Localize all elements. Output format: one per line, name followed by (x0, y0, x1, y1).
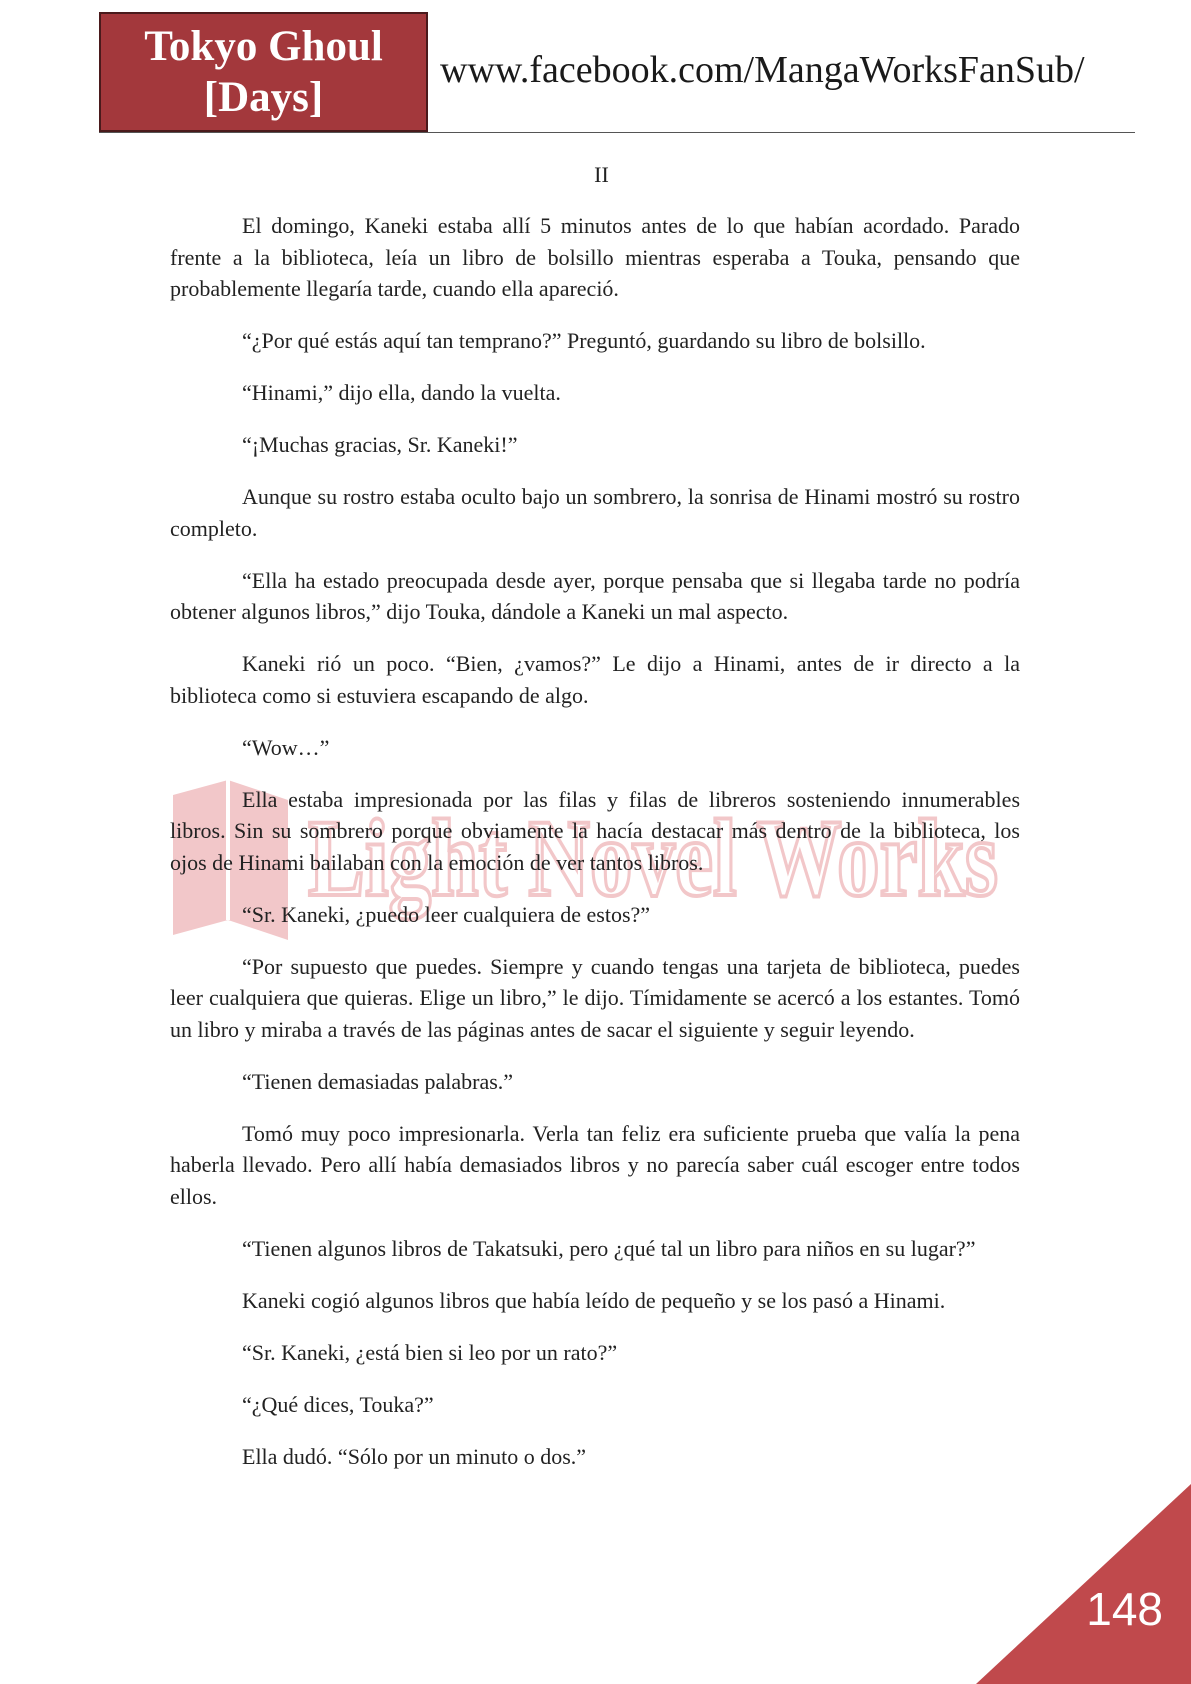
paragraph: Kaneki cogió algunos libros que había leído de pequeño y se los pasó a Hinami. (242, 1287, 946, 1313)
paragraph: Aunque su rostro estaba oculto bajo un sombrero, la sonrisa de Hinami mostró su rostro completo. (170, 484, 1020, 541)
paragraph: “Tienen algunos libros de Takatsuki, pero ¿qué tal un libro para niños en su lugar?” (242, 1235, 976, 1261)
paragraph: Ella estaba impresionada por las filas y filas de libreros sosteniendo innumerables libros. Sin su sombrero porque obviamente la hacía destacar más dentro de la biblioteca, los ojos de Hinami bailaban con la emoción de ver tantos libros. (170, 786, 1020, 875)
body-text (170, 210, 1020, 1493)
header-title-box (99, 12, 428, 132)
paragraph: “Por supuesto que puedes. Siempre y cuando tengas una tarjeta de biblioteca, puedes leer cualquiera que quieras. Elige un libro,” le dijo. Tímidamente se acercó a los estantes. Tomó un libro y miraba a través de las páginas antes de sacar el siguiente y seguir leyendo. (170, 953, 1020, 1042)
paragraph: El domingo, Kaneki estaba allí 5 minutos antes de lo que habían acordado. Parado frente a la biblioteca, leía un libro de bolsillo mientras esperaba a Touka, pensando que probablemente llegaría tarde, cuando ella apareció. (170, 213, 1020, 301)
paragraph: Tomó muy poco impresionarla. Verla tan feliz era suficiente prueba que valía la pena haberla llevado. Pero allí había demasiados libros y no parecía saber cuál escoger entre todos ellos. (170, 1120, 1020, 1209)
watermark-text: Light Novel Works (308, 797, 998, 919)
paragraph: “Sr. Kaneki, ¿está bien si leo por un rato?” (242, 1339, 618, 1365)
paragraph: “¡Muchas gracias, Sr. Kaneki!” (242, 432, 518, 457)
section-number: II (594, 162, 609, 187)
paragraph: Ella dudó. “Sólo por un minuto o dos.” (242, 1443, 587, 1469)
paragraph: “Ella ha estado preocupada desde ayer, porque pensaba que si llegaba tarde no podría obtener algunos libros,” dijo Touka, dándole a Kaneki un mal aspecto. (170, 567, 1020, 624)
paragraph: Kaneki rió un poco. “Bien, ¿vamos?” Le dijo a Hinami, antes de ir directo a la biblioteca como si estuviera escapando de algo. (170, 651, 1020, 708)
paragraph: “¿Por qué estás aquí tan temprano?” Preguntó, guardando su libro de bolsillo. (242, 328, 926, 353)
header-divider (99, 132, 1135, 133)
header-url: www.facebook.com/MangaWorksFanSub/ (440, 49, 1085, 91)
paragraph: “¿Qué dices, Touka?” (242, 1391, 434, 1417)
paragraph: “Wow…” (242, 734, 330, 760)
page-number: 148 (1086, 1583, 1163, 1635)
header-title-line1: Tokyo Ghoul (144, 23, 383, 70)
paragraph: “Tienen demasiadas palabras.” (242, 1068, 514, 1094)
header-title-line2: [Days] (203, 74, 324, 121)
paragraph: “Hinami,” dijo ella, dando la vuelta. (242, 380, 561, 405)
paragraph: “Sr. Kaneki, ¿puedo leer cualquiera de estos?” (242, 901, 651, 927)
